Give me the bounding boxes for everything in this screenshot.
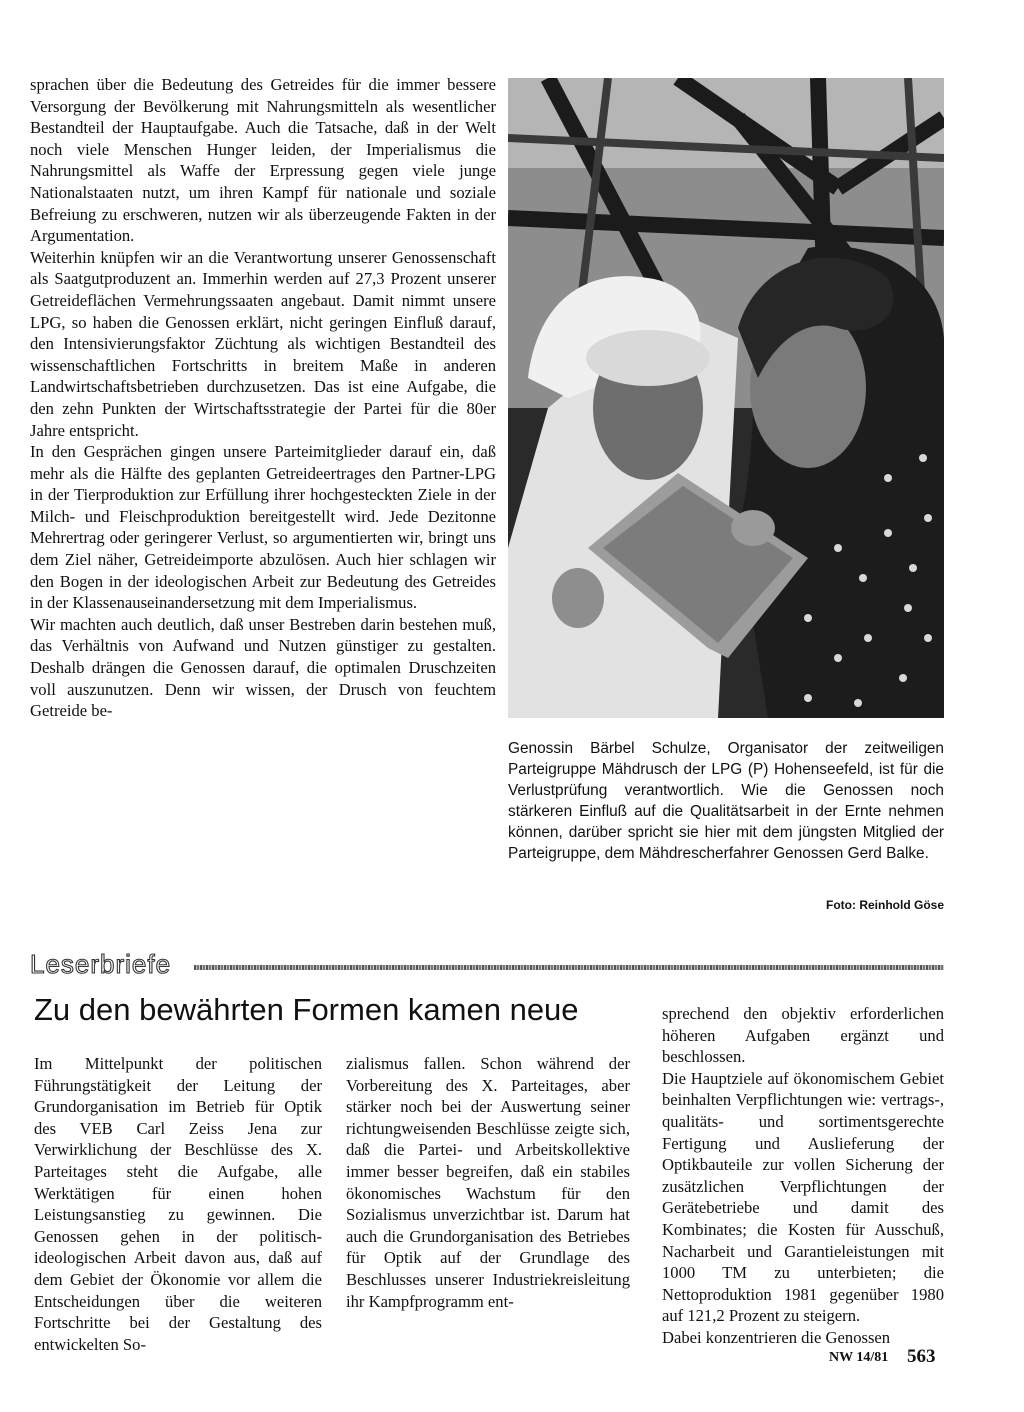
news-photo xyxy=(508,78,944,718)
paragraph: Im Mittelpunkt der politischen Führungstätigkeit der Leitung der Grundorganisation im Betrieb für Optik des VEB Carl Zeiss Jena zur Verwirklichung der Beschlüsse des X. Parteitages steht die Aufgabe, alle Werktätigen für einen hohen Leistungsanstieg zu gewinnen. Die Genossen gehen in der politisch-ideologischen Arbeit davon aus, daß auf dem Gebiet der Ökonomie vor allem die Entscheidungen über die weiteren Fortschritte bei der Gestaltung des entwickelten So- xyxy=(34,1054,322,1354)
photo-illustration xyxy=(508,78,944,718)
paragraph: sprachen über die Bedeutung des Getreides für die immer bessere Versorgung der Bevölkerung mit Nahrungsmitteln als wesentlicher Bestandteil der Hauptaufgabe. Auch die Tatsache, daß in der Welt noch viele Menschen Hunger leiden, der Imperialismus die Nahrungsmittel als Waffe der Erpressung gegen viele junge Nationalstaaten nutzt, um ihren Kampf für nationale und soziale Befreiung zu erschweren, nutzen wir als überzeugende Fakten in der Argumentation. xyxy=(30,75,496,246)
paragraph: sprechend den objektiv erforderlichen höheren Aufgaben ergänzt und beschlossen. xyxy=(662,1004,944,1067)
article-column-1 xyxy=(34,1053,322,1355)
paragraph: zialismus fallen. Schon während der Vorbereitung des X. Parteitages, aber stärker noch bei der Auswertung seiner richtungweisenden Beschlüsse zeigte sich, daß die Partei- und Arbeitskollektive immer besser begreifen, daß ein stabiles ökonomisches Wachstum für den Sozialismus unverzichtbar ist. Darum hat auch die Grundorganisation des Betriebes für Optik auf der Grundlage des Beschlusses unserer Industriekreisleitung ihr Kampfprogramm ent- xyxy=(346,1054,630,1311)
article-column-3 xyxy=(662,1003,944,1349)
section-rubric xyxy=(30,948,944,980)
rubric-rule xyxy=(194,965,944,970)
paragraph: Wir machten auch deutlich, daß unser Bestreben darin bestehen muß, das Verhältnis von Aufwand und Nutzen günstiger zu gestalten. Deshalb drängen die Genossen darauf, die optimalen Druschzeiten voll auszunutzen. Denn wir wissen, der Drusch von feuchtem Getreide be- xyxy=(30,614,496,721)
paragraph: Dabei konzentrieren die Genossen xyxy=(662,1327,891,1347)
photo-caption: Genossin Bärbel Schulze, Organisator der zeitweiligen Parteigruppe Mähdrusch der LPG (P) Hohenseefeld, ist für die Verlustprüfung verantwortlich. Wie die Genossen noch stärkeren Einfluß auf die Qualitätsarbeit in der Ernte nehmen können, darüber spricht sie hier mit dem jüngsten Mitglied der Parteigruppe, dem Mähdrescherfahrer Genossen Gerd Balke. xyxy=(508,740,944,862)
paragraph: In den Gesprächen gingen unsere Parteimitglieder darauf ein, daß mehr als die Hälfte des geplanten Getreideertrages den Partner-LPG in der Tierproduktion zur Erfüllung ihrer hochgesteckten Ziele in der Milch- und Fleischproduktion bereitgestellt wird. Jede Dezitonne Mehrertrag oder geringerer Verlust, so argumentierten wir, bringt uns dem Ziel näher, Getreideimporte abzulösen. Auch hier schlagen wir den Bogen in der ideologischen Arbeit zur Bedeutung des Getreides in der Klassenauseinandersetzung mit dem Imperialismus. xyxy=(30,442,496,613)
rubric-label: Leserbriefe xyxy=(30,949,172,979)
article-column-2 xyxy=(346,1053,630,1312)
photo-credit: Foto: Reinhold Göse xyxy=(826,898,944,912)
issue-number: NW 14/81 xyxy=(829,1350,889,1365)
page-number: 563 xyxy=(907,1346,936,1367)
article-headline: Zu den bewährten Formen kamen neue xyxy=(34,992,579,1027)
paragraph: Die Hauptziele auf ökonomischem Gebiet beinhalten Verpflichtungen wie: vertrags-, qualitäts- und sortimentsgerechte Fertigung und Auslieferung der Optikbauteile zur vollen Sicherung der zusätzlichen Verpflichtungen der Gerätebetriebe und damit des Kombinates; die Kosten für Ausschuß, Nacharbeit und Garantieleistungen mit 1000 TM zu unterbieten; die Nettoproduktion 1981 gegenüber 1980 auf 121,2 Prozent zu steigern. xyxy=(662,1068,944,1326)
top-left-column xyxy=(30,74,496,722)
paragraph: Weiterhin knüpfen wir an die Verantwortung unserer Genossenschaft als Saatgutproduzent an. Immerhin werden auf 27,3 Prozent unserer Getreideflächen Vermehrungssaaten angebaut. Damit nimmt unsere LPG, so haben die Genossen erklärt, nicht geringen Einfluß darauf, den Intensivierungsfaktor Züchtung als wichtigen Bestandteil des wissenschaftlichen Fortschritts in breitem Maße in anderen Landwirtschaftsbetrieben durchzusetzen. Das ist eine Aufgabe, die den zehn Punkten der Wirtschaftsstrategie der Partei für die 80er Jahre entspricht. xyxy=(30,247,496,440)
